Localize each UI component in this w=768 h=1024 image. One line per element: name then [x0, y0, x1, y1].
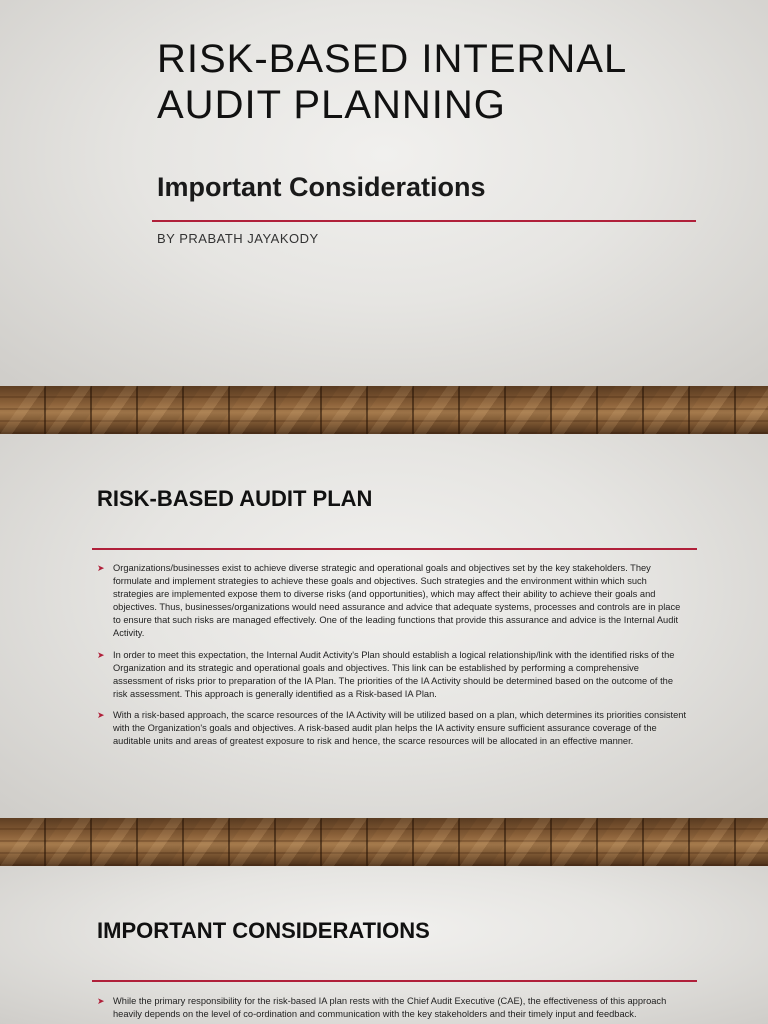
- wood-floor-band: [0, 818, 768, 866]
- slide-heading: IMPORTANT CONSIDERATIONS: [97, 918, 430, 943]
- presentation-title: [157, 36, 627, 128]
- bullet-item: [97, 709, 689, 748]
- title-line-1: RISK-BASED INTERNAL: [157, 37, 628, 81]
- bullet-item: [97, 649, 689, 701]
- bullet-text: Organizations/businesses exist to achieve diverse strategic and operational goals and objectives set by the key stakeholders. They formulate and implement strategies to achieve these goals and objectives. Such strategies and the environment within which such strategies are implemented expose them to diverse risks (and opportunities), which may affect their ability to achieve their goals and objectives. Thus, businesses/organizations would need assurance and advice that adequate systems, processes and controls are in place to ensure that such risks are managed effectively. One of the leading functions that provide this assurance and advice is the Internal Audit Activity.: [113, 563, 681, 639]
- accent-divider: [92, 980, 697, 982]
- arrowhead-bullet-icon: ➤: [97, 996, 105, 1006]
- presentation-subtitle: Important Considerations: [157, 172, 486, 202]
- bullet-list: [97, 562, 689, 756]
- important-considerations-slide: [0, 866, 768, 1024]
- accent-divider: [152, 220, 696, 222]
- risk-based-audit-plan-slide: [0, 434, 768, 818]
- bullet-text: With a risk-based approach, the scarce resources of the IA Activity will be utilized based on a plan, which determines its priorities consistent with the Organization's goals and objectives. A risk-based audit plan helps the IA activity ensure sufficient assurance coverage of the auditable units and areas of greatest exposure to risk and hence, the scarce resources will be allocated in an effective manner.: [113, 709, 687, 747]
- bullet-item: [97, 562, 689, 641]
- bullet-list: [97, 995, 689, 1024]
- arrowhead-bullet-icon: ➤: [97, 649, 105, 660]
- arrowhead-bullet-icon: ➤: [97, 563, 105, 573]
- title-slide: [0, 0, 768, 386]
- bullet-text: In order to meet this expectation, the Internal Audit Activity's Plan should establish a logical relationship/link with the identified risks of the Organization and its strategic and operational goals and objectives. This link can be established by performing a comprehensive assessment of risks prior to preparation of the IA Plan. The priorities of the IA Activity should be determined based on the outcome of the risk assessment. This approach is generally identified as a Risk-based IA Plan.: [113, 649, 675, 699]
- bullet-text: While the primary responsibility for the risk-based IA plan rests with the Chief Audit Executive (CAE), the effectiveness of this approach heavily depends on the level of co-ordination and communication with the key stakeholders and their timely input and feedback.: [113, 996, 667, 1020]
- title-line-2: AUDIT PLANNING: [157, 83, 506, 127]
- arrowhead-bullet-icon: ➤: [97, 709, 105, 720]
- slide-heading: RISK-BASED AUDIT PLAN: [97, 486, 373, 511]
- accent-divider: [92, 548, 697, 550]
- author-byline: BY PRABATH JAYAKODY: [157, 231, 319, 246]
- wood-floor-band: [0, 386, 768, 434]
- bullet-item: [97, 995, 689, 1021]
